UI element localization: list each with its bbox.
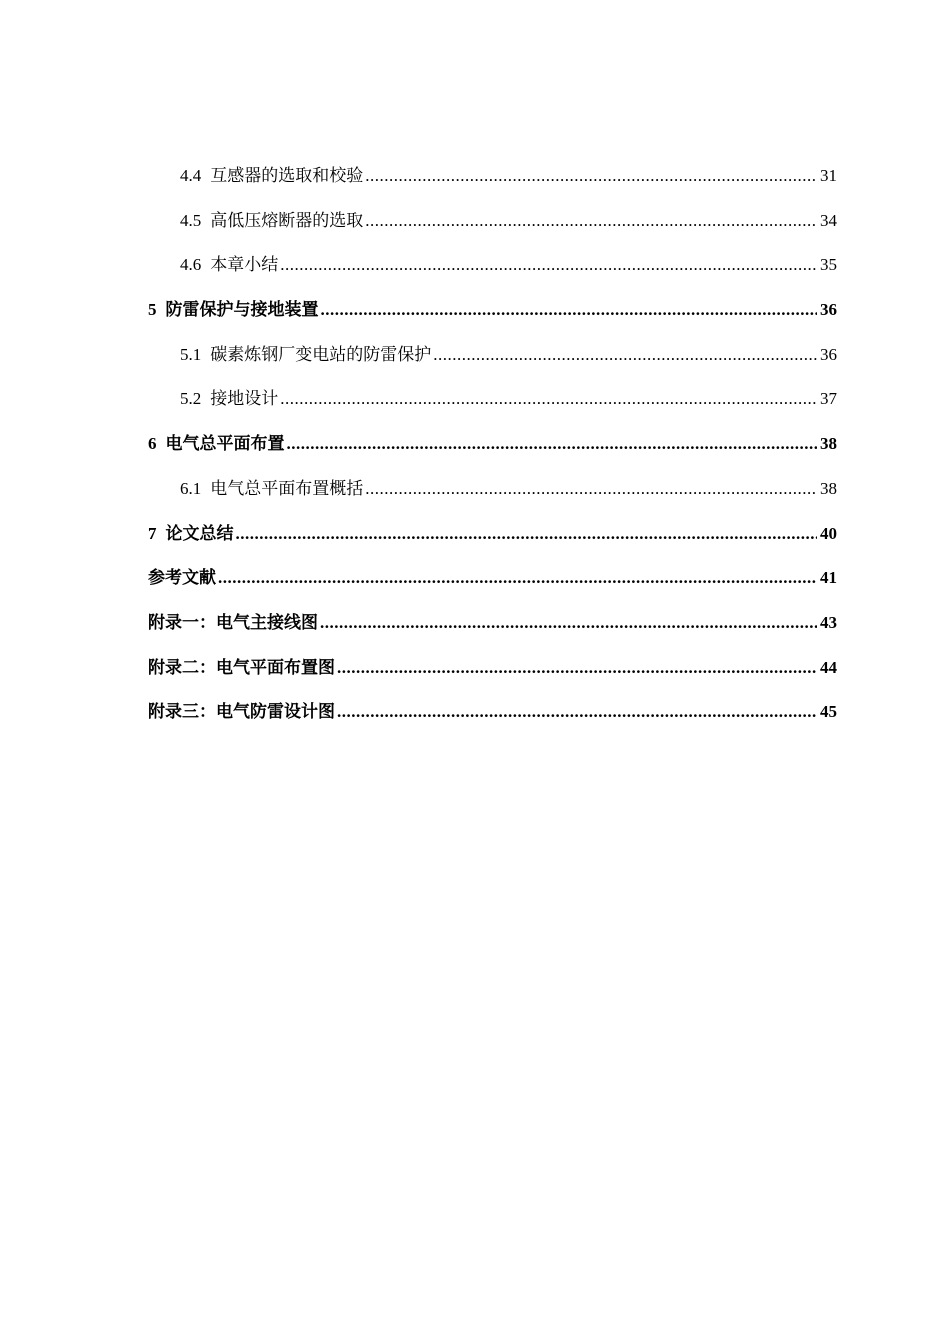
toc-entry[interactable] [148,522,837,567]
toc-entry-page: 37 [820,389,837,409]
toc-entry-page: 36 [820,300,837,320]
toc-entry-title: 互感器的选取和校验 [210,166,364,185]
toc-entry[interactable] [148,209,837,254]
toc-entry-title: 附录三：电气防雷设计图 [148,702,335,722]
toc-entry-number: 5 [148,300,157,320]
dot-leader [320,611,817,635]
dot-leader [365,477,817,501]
toc-entry-number: 4.5 [180,210,202,230]
toc-entry-title: 接地设计 [210,389,279,409]
toc-entry-number: 4.4 [180,166,202,185]
toc-entry-page: 38 [820,434,837,454]
dot-leader [433,343,817,367]
toc-entry-number: 4.6 [180,255,202,275]
toc-entry-number: 7 [148,523,157,543]
dot-leader [236,522,818,546]
toc-entry[interactable] [148,477,837,522]
toc-entry-page: 31 [820,166,837,185]
toc-entry[interactable] [148,700,837,745]
dot-leader [337,700,817,724]
toc-entry-title: 碳素炼钢厂变电站的防雷保护 [210,344,432,364]
toc-entry-number: 6 [148,434,157,454]
toc-entry[interactable] [148,164,837,209]
dot-leader [321,298,818,322]
toc-entry-page: 43 [820,612,837,632]
toc-entry-page: 36 [820,344,837,364]
dot-leader [365,209,817,233]
toc-entry[interactable] [148,387,837,432]
dot-leader [280,387,817,411]
toc-entry-title: 电气总平面布置 [165,434,285,454]
toc-entry[interactable] [148,656,837,701]
toc-entry-page: 44 [820,657,837,677]
toc-entry-page: 45 [820,702,837,722]
toc-entry-page: 34 [820,210,837,230]
toc-entry[interactable] [148,343,837,388]
toc-entry[interactable] [148,298,837,343]
toc-entry-title: 附录二：电气平面布置图 [148,657,335,677]
toc-entry[interactable] [148,432,837,477]
toc-entry-number: 5.2 [180,389,202,409]
table-of-contents [148,164,837,745]
dot-leader [337,656,817,680]
dot-leader [218,566,817,590]
toc-entry-number: 5.1 [180,344,202,364]
toc-entry-title: 高低压熔断器的选取 [210,210,364,230]
toc-entry-title: 电气总平面布置概括 [210,478,364,498]
toc-entry-number: 6.1 [180,478,202,498]
dot-leader [280,253,817,277]
toc-entry[interactable] [148,611,837,656]
toc-entry-title: 论文总结 [165,523,234,543]
toc-entry[interactable] [148,253,837,298]
toc-entry-title: 本章小结 [210,255,279,275]
toc-entry-page: 38 [820,478,837,498]
toc-entry[interactable] [148,566,837,611]
toc-entry-page: 41 [820,568,837,588]
toc-entry-title: 防雷保护与接地装置 [165,300,319,320]
dot-leader [287,432,818,456]
toc-entry-title: 参考文献 [148,568,216,588]
toc-entry-page: 35 [820,255,837,275]
toc-entry-title: 附录一：电气主接线图 [148,612,318,632]
dot-leader [365,164,817,188]
toc-entry-page: 40 [820,523,837,543]
